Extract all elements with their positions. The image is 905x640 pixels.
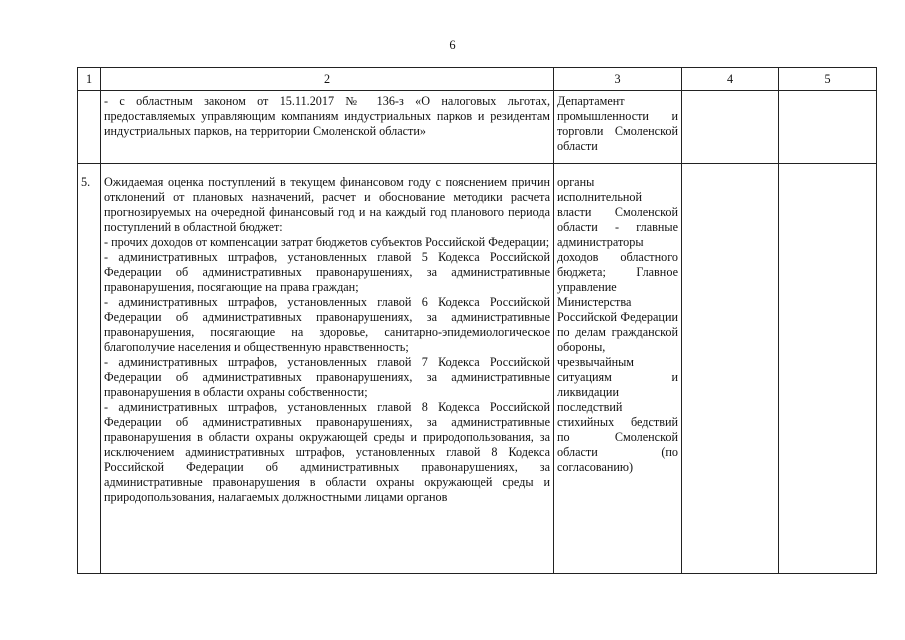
description-paragraph: Ожидаемая оценка поступлений в текущем финансовом году с пояснением причин отклонений от плановых назначений, расчет и обоснование методики расчета прогнозируемых на очередной финансовый год и на каждый год планового периода поступлений в областной бюджет:	[104, 175, 550, 234]
header-col-4: 4	[682, 68, 779, 91]
description-item: - административных штрафов, установленных главой 7 Кодекса Российской Федерации об административных правонарушениях, за административные правонарушения в области охраны собственности;	[104, 355, 550, 399]
plan-table	[77, 67, 877, 574]
header-col-3: 3	[554, 68, 682, 91]
row-number: 5.	[78, 164, 101, 574]
row-number	[78, 91, 101, 164]
description-item: - административных штрафов, установленных главой 8 Кодекса Российской Федерации об административных правонарушениях, за административные правонарушения в области охраны окружающей среды и природопользования, за исключением административных штрафов, установленных главой 8 Кодекса Российской Федерации об административных правонарушениях, за административные правонарушения в области охраны окружающей среды и природопользования, налагаемых должностными лицами органов	[104, 400, 550, 504]
description-item: - административных штрафов, установленных главой 6 Кодекса Российской Федерации об административных правонарушениях, за административные правонарушения, посягающие на здоровье, санитарно-эпидемиологическое благополучие населения и общественную нравственность;	[104, 295, 550, 354]
row-executor: Департамент промышленности и торговли Смоленской области	[554, 91, 682, 164]
header-col-2: 2	[101, 68, 554, 91]
description-item: - административных штрафов, установленных главой 5 Кодекса Российской Федерации об административных правонарушениях, за административные правонарушения, посягающие на права граждан;	[104, 250, 550, 294]
table-header-row	[78, 68, 877, 91]
row-executor: органы исполнительной власти Смоленской области - главные администраторы доходов областного бюджета; Главное управление Министерства Российской Федерации по делам гражданской обороны, чрезвычайным ситуациям и ликвидации последствий стихийных бедствий по Смоленской области (по согласованию)	[554, 164, 682, 574]
header-col-1: 1	[78, 68, 101, 91]
row-col-5	[779, 91, 877, 164]
table-row	[78, 164, 877, 574]
row-col-5	[779, 164, 877, 574]
row-description: - с областным законом от 15.11.2017 № 136-з «О налоговых льготах, предоставляемых управляющим компаниям индустриальных парков и резидентам индустриальных парков, на территории Смоленской области»	[101, 91, 554, 164]
row-col-4	[682, 164, 779, 574]
row-description	[101, 164, 554, 574]
row-col-4	[682, 91, 779, 164]
header-col-5: 5	[779, 68, 877, 91]
description-item: - прочих доходов от компенсации затрат бюджетов субъектов Российской Федерации;	[104, 235, 550, 249]
table-row	[78, 91, 877, 164]
page-number: 6	[449, 38, 456, 52]
